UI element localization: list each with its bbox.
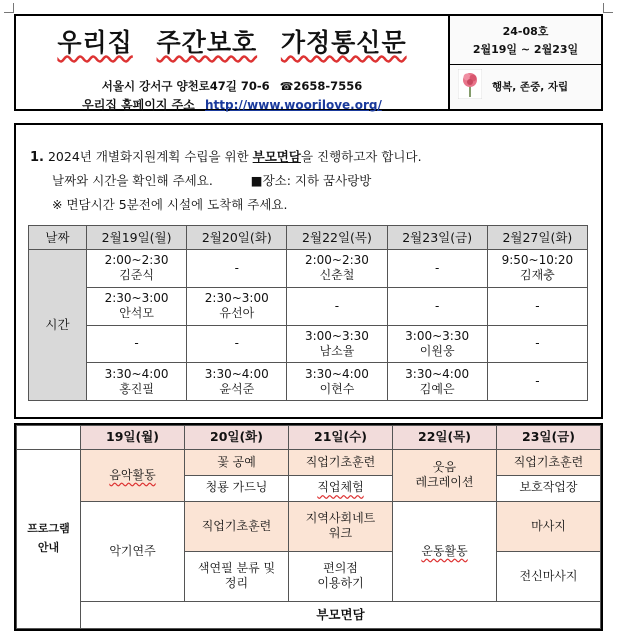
slot-time: 3:30~4:00 <box>304 366 369 381</box>
notice-text: 을 진행하고자 합니다. <box>300 149 422 164</box>
schedule-cell <box>487 363 587 401</box>
corner-cell <box>17 426 81 450</box>
homepage-line <box>16 96 448 113</box>
row-header: 시간 <box>29 250 87 401</box>
schedule-cell <box>487 250 587 288</box>
program-footer: 부모면담 <box>81 602 601 629</box>
schedule-cell <box>387 363 487 401</box>
phone-icon: ☎ <box>279 80 294 93</box>
program-cell-line: 편의점 <box>323 560 358 575</box>
schedule-cell <box>287 363 387 401</box>
column-header: 2월20일(화) <box>187 226 287 250</box>
day-header: 20일(화) <box>185 426 289 450</box>
interview-schedule-table <box>28 225 588 401</box>
address: 서울시 강서구 양천로47길 70-6 <box>101 79 270 93</box>
program-label-line: 프로그램 <box>27 522 70 536</box>
program-cell-line: 색연필 분류 및 <box>197 560 276 575</box>
table-row <box>29 363 588 401</box>
program-cell: 직업기초훈련 <box>185 501 289 551</box>
table-row <box>17 602 601 629</box>
program-cell: 청룡 가드닝 <box>185 475 289 501</box>
program-cell-line: 지역사회네트 <box>305 510 376 525</box>
notice-highlight: 부모면담 <box>252 149 301 164</box>
page-corner-mark <box>603 3 613 13</box>
program-cell: 꽃 공예 <box>185 450 289 476</box>
slot-time: 2:30~3:00 <box>104 291 169 306</box>
schedule-cell <box>287 250 387 288</box>
slot-name: 유선아 <box>219 306 255 321</box>
notice-line-2 <box>52 171 371 189</box>
program-label <box>17 450 81 629</box>
slot-name: 김준식 <box>119 268 154 283</box>
day-header: 22일(목) <box>393 426 497 450</box>
table-row <box>29 250 588 288</box>
slot-time: 3:00~3:30 <box>405 328 470 343</box>
day-header: 21일(수) <box>289 426 393 450</box>
slot-name: 이원웅 <box>419 343 455 358</box>
slot-time: - <box>434 298 440 313</box>
table-row <box>29 325 588 363</box>
slot-time: 2:30~3:00 <box>204 291 269 306</box>
slot-time: 3:30~4:00 <box>405 366 470 381</box>
program-cell-line: 웃음 <box>432 459 457 474</box>
program-cell: 악기연주 <box>81 501 185 601</box>
schedule-cell <box>87 325 187 363</box>
slot-name: 김재충 <box>519 268 555 283</box>
page-corner-mark <box>4 3 14 13</box>
header-left <box>16 16 450 112</box>
slot-name: 안석모 <box>119 306 154 321</box>
column-header: 2월27일(화) <box>487 226 587 250</box>
table-header-row <box>17 426 601 450</box>
slot-name: 김예은 <box>419 381 455 396</box>
divider <box>450 64 601 65</box>
schedule-cell <box>387 325 487 363</box>
slot-time: - <box>334 298 340 313</box>
issue-number: 24-08호 <box>502 25 549 38</box>
slot-time: 9:50~10:20 <box>501 253 574 268</box>
program-label-line: 안내 <box>37 541 60 554</box>
program-cell-line: 정리 <box>224 576 249 591</box>
slot-time: 3:30~4:00 <box>204 366 269 381</box>
notice-number: 1. <box>30 150 44 165</box>
page-title <box>16 23 448 59</box>
title-word: 주간보호 <box>156 28 258 57</box>
schedule-cell <box>387 250 487 288</box>
slot-time: - <box>234 336 239 351</box>
address-line <box>16 78 448 94</box>
homepage-link[interactable]: http://www.woorilove.org/ <box>205 98 382 112</box>
program-cell <box>393 450 497 502</box>
day-header: 23일(금) <box>497 426 601 450</box>
slot-name: 남소율 <box>319 343 355 358</box>
phone-number: 2658-7556 <box>293 79 363 93</box>
table-header-row <box>29 226 588 250</box>
column-header: 날짜 <box>29 226 87 250</box>
program-table <box>16 425 601 629</box>
issue-period: 2월19일 ~ 2월23일 <box>472 43 579 56</box>
schedule-cell <box>87 287 187 325</box>
schedule-cell <box>187 363 287 401</box>
program-cell <box>289 551 393 601</box>
title-word: 우리집 <box>57 28 133 57</box>
program-cell: 직업기초훈련 <box>289 450 393 476</box>
day-header: 19일(월) <box>81 426 185 450</box>
schedule-cell <box>287 287 387 325</box>
column-header: 2월22일(목) <box>287 226 387 250</box>
column-header: 2월23일(금) <box>387 226 487 250</box>
slot-time: 2:00~2:30 <box>104 253 169 268</box>
program-cell: 운동활동 <box>393 501 497 601</box>
schedule-cell <box>287 325 387 363</box>
slot-name: 신춘철 <box>319 268 355 283</box>
slot-name: 윤석준 <box>219 381 255 396</box>
notice-section <box>14 123 603 419</box>
program-cell: 보호작업장 <box>497 475 601 501</box>
program-cell-line: 레크레이션 <box>415 475 474 490</box>
program-cell: 직업기초훈련 <box>497 450 601 476</box>
flower-icon <box>458 69 482 99</box>
table-row <box>17 501 601 551</box>
program-cell-line: 워크 <box>328 526 353 541</box>
slot-time: - <box>234 260 239 275</box>
program-cell: 마사지 <box>497 501 601 551</box>
column-header: 2월19일(월) <box>87 226 187 250</box>
program-cell: 직업체험 <box>289 475 393 501</box>
program-cell-line: 이용하기 <box>317 576 364 591</box>
notice-line-1 <box>30 147 422 165</box>
schedule-cell <box>87 363 187 401</box>
program-cell <box>289 501 393 551</box>
table-row <box>17 450 601 476</box>
issue-box <box>450 16 601 109</box>
schedule-cell <box>187 250 287 288</box>
slot-time: - <box>535 336 540 351</box>
slot-time: - <box>434 260 440 275</box>
program-section <box>14 423 603 631</box>
program-cell: 음악활동 <box>81 450 185 502</box>
schedule-cell <box>187 287 287 325</box>
homepage-label: 우리집 홈페이지 주소 <box>82 98 195 112</box>
notice-text: 2024년 개별화지원계획 수립을 위한 <box>43 149 253 164</box>
schedule-cell <box>387 287 487 325</box>
schedule-cell <box>187 325 287 363</box>
schedule-cell <box>87 250 187 288</box>
slot-time: 2:00~2:30 <box>304 253 369 268</box>
slot-time: 3:00~3:30 <box>304 328 369 343</box>
schedule-cell <box>487 325 587 363</box>
motto: 행복, 존중, 자립 <box>492 81 569 93</box>
program-cell <box>185 551 289 601</box>
location: ■장소: 지하 꿈사랑방 <box>250 173 372 188</box>
slot-time: 3:30~4:00 <box>104 366 169 381</box>
newsletter-header <box>14 14 603 111</box>
program-cell: 전신마사지 <box>497 551 601 601</box>
slot-time: - <box>535 298 540 313</box>
slot-name: 이현수 <box>319 381 355 396</box>
slot-name: 홍진필 <box>119 381 154 396</box>
slot-time: - <box>535 374 540 389</box>
notice-text: 날짜와 시간을 확인해 주세요. <box>52 173 213 188</box>
notice-line-3: ※ 면담시간 5분전에 시설에 도착해 주세요. <box>52 197 288 212</box>
slot-time: - <box>134 336 139 351</box>
table-row <box>29 287 588 325</box>
schedule-cell <box>487 287 587 325</box>
title-word: 가정통신문 <box>280 28 407 57</box>
